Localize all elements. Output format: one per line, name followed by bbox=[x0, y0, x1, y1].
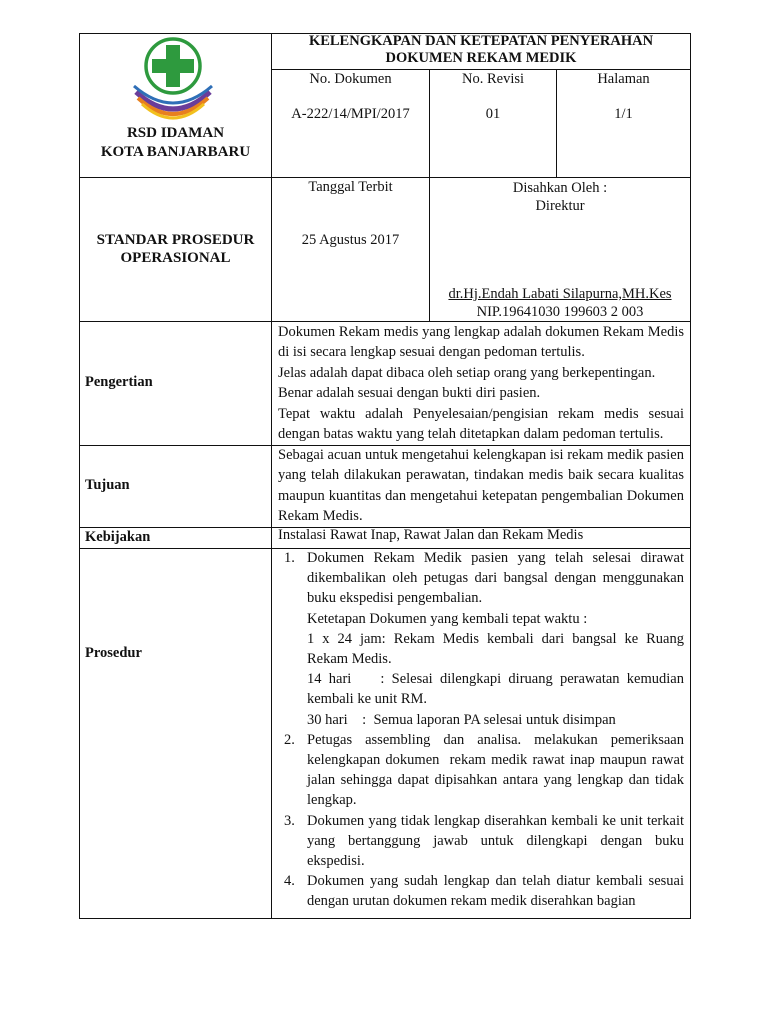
document-title bbox=[272, 33, 690, 67]
pengertian-p1: Dokumen Rekam medis yang lengkap adalah dokumen Rekam Medis di isi secara lengkap sesuai dengan pedoman tertulis. bbox=[278, 324, 684, 361]
item-sub: 14 hari : Selesai dilengkapi diruang perawatan kemudian kembali ke unit RM. bbox=[307, 671, 688, 708]
item-number: 4. bbox=[284, 873, 295, 890]
item-text: Dokumen yang sudah lengkap dan telah diatur kembali sesuai dengan urutan dokumen rekam medik diserahkan bagian bbox=[307, 873, 684, 910]
pengertian-p3: Benar adalah sesuai dengan bukti diri pasien. bbox=[278, 385, 541, 402]
org-line1: RSD IDAMAN bbox=[126, 125, 225, 141]
list-item bbox=[272, 811, 684, 872]
pengertian-p4: Tepat waktu adalah Penyelesaian/pengisian rekam medis sesuai dengan batas waktu yang telah ditetapkan dalam pedoman tertulis. bbox=[278, 405, 684, 443]
signer-nip: NIP.19641030 199603 2 003 bbox=[476, 304, 644, 320]
signer-name: dr.Hj.Endah Labati Silapurna,MH.Kes bbox=[448, 286, 672, 302]
title-line1: KELENGKAPAN DAN KETEPATAN PENYERAHAN bbox=[308, 33, 654, 49]
approved-role: Direktur bbox=[535, 198, 585, 214]
sop-line1: STANDAR PROSEDUR bbox=[96, 232, 255, 248]
sop-title bbox=[80, 231, 271, 267]
revision-label: No. Revisi bbox=[461, 71, 525, 87]
sop-line2: OPERASIONAL bbox=[120, 250, 231, 266]
item-sub: 1 x 24 jam: Rekam Medis kembali dari bangsal ke Ruang Rekam Medis. bbox=[307, 630, 684, 668]
item-text: Dokumen yang tidak lengkap diserahkan kembali ke unit terkait yang bertanggung jawab untuk dilengkapi dengan buku ekspedisi. bbox=[307, 812, 684, 870]
item-sub: Ketetapan Dokumen yang kembali tepat waktu : bbox=[307, 610, 588, 627]
issue-date-value: 25 Agustus 2017 bbox=[301, 232, 400, 248]
doc-no-value: A-222/14/MPI/2017 bbox=[291, 106, 410, 122]
pengertian-label: Pengertian bbox=[85, 374, 153, 390]
tujuan-text: Sebagai acuan untuk mengetahui kelengkapan isi rekam medik pasien yang telah dilakukan perawatan, tindakan medis baik secara kualitas maupun kuantitas dan mengetahui ketepatan pengembalian Dokumen Rekam Medis. bbox=[278, 447, 684, 525]
approved-by-label: Disahkan Oleh : bbox=[512, 180, 608, 196]
signer-block bbox=[430, 285, 690, 321]
revision-value: 01 bbox=[485, 106, 501, 122]
hospital-logo bbox=[128, 34, 218, 120]
list-item bbox=[272, 871, 684, 911]
title-line2: DOKUMEN REKAM MEDIK bbox=[385, 50, 577, 66]
item-sub: 30 hari : Semua laporan PA selesai untuk disimpan bbox=[307, 711, 616, 728]
org-name bbox=[80, 124, 271, 162]
item-text: Dokumen Rekam Medik pasien yang telah selesai dirawat dikembalikan oleh petugas dari bangsal dengan menggunakan buku ekspedisi pengembalian. bbox=[307, 550, 684, 607]
item-number: 1. bbox=[284, 550, 295, 566]
page-label: Halaman bbox=[597, 71, 650, 87]
prosedur-list bbox=[272, 548, 688, 912]
doc-no-label: No. Dokumen bbox=[309, 71, 392, 87]
org-line2: KOTA BANJARBARU bbox=[100, 144, 251, 160]
approval-block bbox=[430, 179, 690, 215]
item-number: 3. bbox=[284, 812, 295, 829]
kebijakan-text: Instalasi Rawat Inap, Rawat Jalan dan Rekam Medis bbox=[278, 527, 584, 543]
pengertian-p2: Jelas adalah dapat dibaca oleh setiap orang yang berkepentingan. bbox=[278, 364, 656, 381]
logo-icon bbox=[128, 34, 218, 120]
page-value: 1/1 bbox=[614, 106, 633, 122]
pengertian-text bbox=[278, 322, 684, 444]
tujuan-label: Tujuan bbox=[85, 477, 130, 493]
list-item bbox=[272, 730, 688, 811]
prosedur-label: Prosedur bbox=[85, 645, 142, 661]
issue-date-label: Tanggal Terbit bbox=[308, 179, 393, 195]
kebijakan-label: Kebijakan bbox=[85, 529, 151, 545]
list-item bbox=[272, 548, 688, 730]
item-text: Petugas assembling dan analisa. melakukan pemeriksaan kelengkapan dokumen rekam medik rawat inap maupun rawat jalan sehingga dapat dipisahkan antara yang lengkap dan tidak lengkap. bbox=[307, 731, 688, 809]
item-number: 2. bbox=[284, 731, 295, 748]
